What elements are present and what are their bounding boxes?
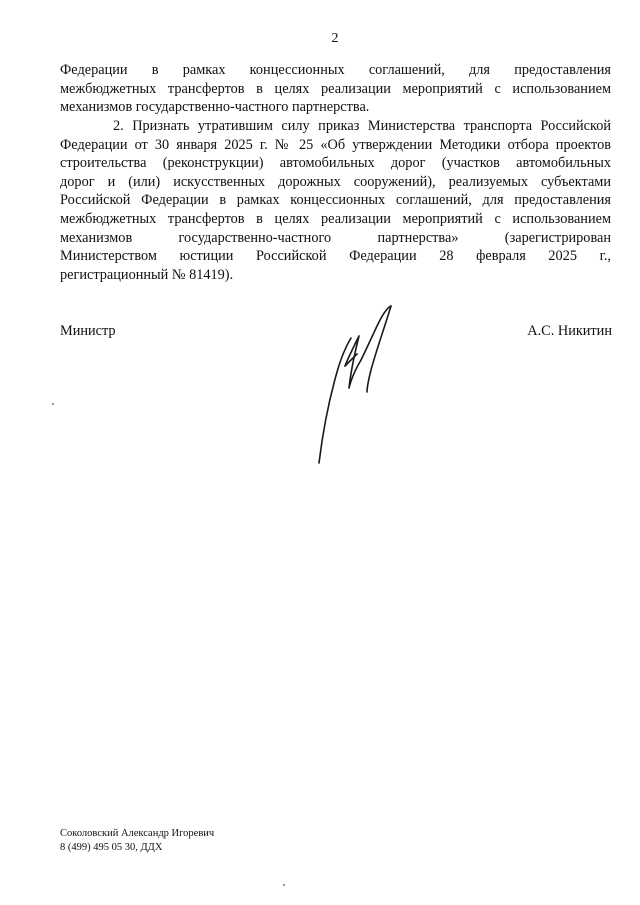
handwritten-signature [305, 300, 415, 470]
signatory-title: Министр [60, 323, 116, 339]
text-line: межбюджетных трансфертов в целях реализации мероприятий с использованием [60, 210, 611, 227]
scan-speck [283, 884, 285, 886]
text-line: межбюджетных трансфертов в целях реализации мероприятий с использованием [60, 80, 611, 97]
text-line: механизмов государственно-частного партнерства» (зарегистрирован [60, 229, 611, 246]
text-line-content: 2. Признать утратившим силу приказ Министерства транспорта Российской [113, 118, 611, 134]
text-line: строительства (реконструкции) автомобильных дорог (участков автомобильных [60, 155, 611, 172]
page-number: 2 [331, 31, 339, 46]
text-line: дорог и (или) искусственных дорожных сооружений), реализуемых субъектами [60, 173, 611, 190]
text-line-first [60, 117, 611, 136]
paragraph-2 [60, 117, 611, 284]
executor-name: Соколовский Александр Игоревич [60, 828, 215, 839]
scan-speck [52, 403, 54, 405]
signatory-name: А.С. Никитин [527, 323, 612, 339]
paragraph-continued [60, 61, 611, 117]
text-line: Министерством юстиции Российской Федерации 28 февраля 2025 г., [60, 248, 611, 265]
executor-contact: 8 (499) 495 05 30, ДДХ [60, 841, 163, 853]
text-line: регистрационный № 81419). [60, 266, 234, 283]
executor-info [60, 827, 214, 854]
text-line: Российской Федерации в рамках концессионных соглашений, для предоставления [60, 192, 611, 209]
text-line: Федерации от 30 января 2025 г. № 25 «Об утверждении Методики отбора проектов [60, 136, 611, 153]
text-line: механизмов государственно-частного партнерства. [60, 99, 370, 116]
text-line: Федерации в рамках концессионных соглашений, для предоставления [60, 62, 611, 78]
